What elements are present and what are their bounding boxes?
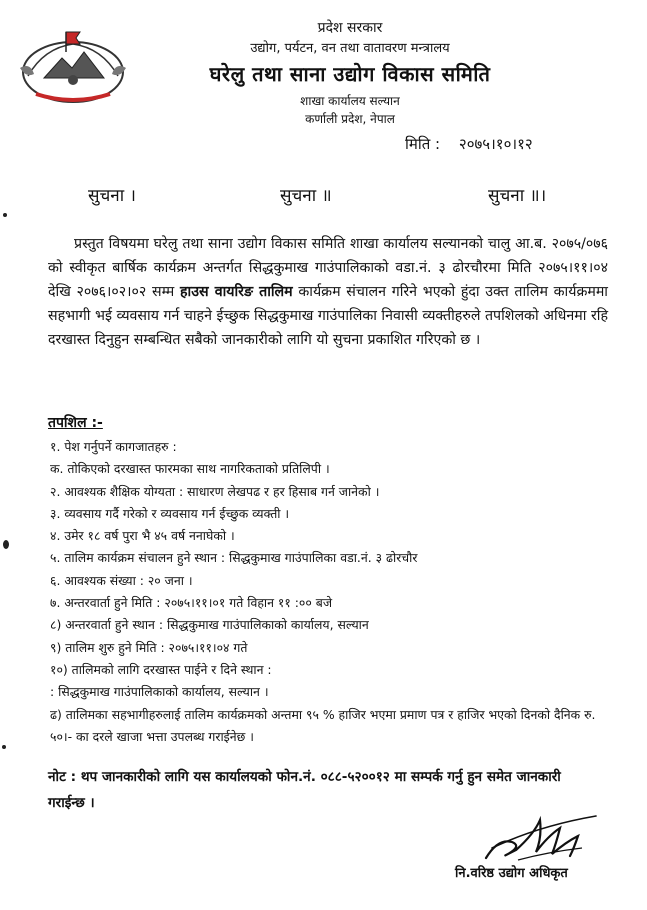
nepal-emblem-icon — [14, 28, 132, 108]
list-item: २. आवश्यक शैक्षिक योग्यता : साधारण लेखपढ र हर हिसाब गर्न जानेको । — [50, 483, 380, 499]
scan-speck — [2, 745, 6, 749]
list-item: १०) तालिमको लागि दरखास्त पाईने र दिने स्थान : — [50, 661, 272, 677]
list-item: ढ) तालिमका सहभागीहरुलाई तालिम कार्यक्रमको अन्तमा ९५ % हाजिर भएमा प्रमाण पत्र र हाजिर भएको दिनको दैनिक रु. ५०।- का दरले खाजा भत्ता उपलब्ध गराईनेछ । — [50, 706, 596, 744]
list-item: ४. उमेर १८ वर्ष पुरा भै ४५ वर्ष ननाघेको । — [50, 528, 235, 544]
date-label: मिति : — [405, 135, 441, 153]
date-value: २०७५।१०।१२ — [458, 135, 533, 153]
scan-speck — [3, 540, 9, 549]
list-item: ३. व्यवसाय गर्दै गरेको र व्यवसाय गर्न ईच्छुक व्यक्ती । — [50, 505, 290, 521]
body-paragraph — [48, 232, 608, 352]
signature-image — [478, 808, 618, 866]
list-item: ९) तालिम शुरु हुने मिति : २०७५।११।०४ गते — [50, 639, 248, 655]
signatory-title: नि.वरिष्ठ उद्योग अधिकृत — [455, 866, 568, 881]
list-item: ८) अन्तरवार्ता हुने स्थान : सिद्धकुमाख गाउंपालिकाको कार्यालय, सल्यान — [50, 617, 369, 633]
list-item: १. पेश गर्नुपर्ने कागजातहरु : — [50, 439, 177, 454]
details-list — [50, 436, 610, 748]
letterhead-province: कर्णाली प्रदेश, नेपाल — [305, 112, 395, 126]
body-text-end: कार्यक्रम संचालन गरिने भएको हुंदा उक्त तालिम कार्यक्रममा सहभागी भई व्यवसाय गर्न चाहने ईच्छुक सिद्धकुमाख गाउंपालिका निवासी व्यक्तीहरुले तपशिलको अधिनमा रहि दरखास्त दिनुहुन सम्बन्धित सबैको जानकारीको लागि यो सुचना प्रकाशित गरिएको छ । — [48, 284, 608, 348]
letterhead-government: प्रदेश सरकार — [317, 20, 383, 36]
note-text: नोट : थप जानकारीको लागि यस कार्यालयको फोन.नं. ०८८-५२००१२ मा सम्पर्क गर्नु हुन समेत जानकारी गराईन्छ । — [48, 769, 561, 811]
list-item: ७. अन्तरवार्ता हुने मिति : २०७५।११।०१ गते विहान ११ :०० बजे — [50, 595, 333, 611]
letterhead-office: शाखा कार्यालय सल्यान — [300, 94, 400, 108]
date-line — [405, 134, 533, 154]
scan-speck — [3, 213, 7, 217]
training-name: हाउस वायरिङ तालिम — [180, 284, 293, 300]
list-item: क. तोकिएको दरखास्त फारमका साथ नागरिकताको प्रतिलिपी । — [50, 461, 330, 477]
notice-heading: सुचना ॥। — [488, 186, 547, 206]
list-item: ६. आवश्यक संख्या : २० जना । — [50, 572, 193, 588]
body-text-start: प्रस्तुत विषयमा घरेलु तथा साना उद्योग विकास समिति शाखा कार्यालय सल्यानको चालु आ.ब. २०७५/०७६ को स्वीकृत बार्षिक कार्यक्रम अन्तर्गत सिद्धकुमाख गाउंपालिकाको वडा.नं. ३ ढोरचौरमा मिति २०७५।११।०४ देखि २०७६।०२।०२ सम्म — [48, 236, 608, 300]
letterhead-ministry: उद्योग, पर्यटन, वन तथा वातावरण मन्त्रालय — [250, 41, 450, 56]
list-item: : सिद्धकुमाख गाउंपालिकाको कार्यालय, सल्यान । — [50, 684, 269, 700]
notice-heading: सुचना । — [88, 186, 136, 206]
notice-heading: सुचना ॥ — [280, 186, 332, 206]
letterhead-organization: घरेलु तथा साना उद्योग विकास समिति — [209, 62, 491, 86]
details-title: तपशिल :- — [48, 415, 103, 431]
list-item: ५. तालिम कार्यक्रम संचालन हुने स्थान : सिद्धकुमाख गाउंपालिका वडा.नं. ३ ढोरचौर — [50, 550, 418, 566]
